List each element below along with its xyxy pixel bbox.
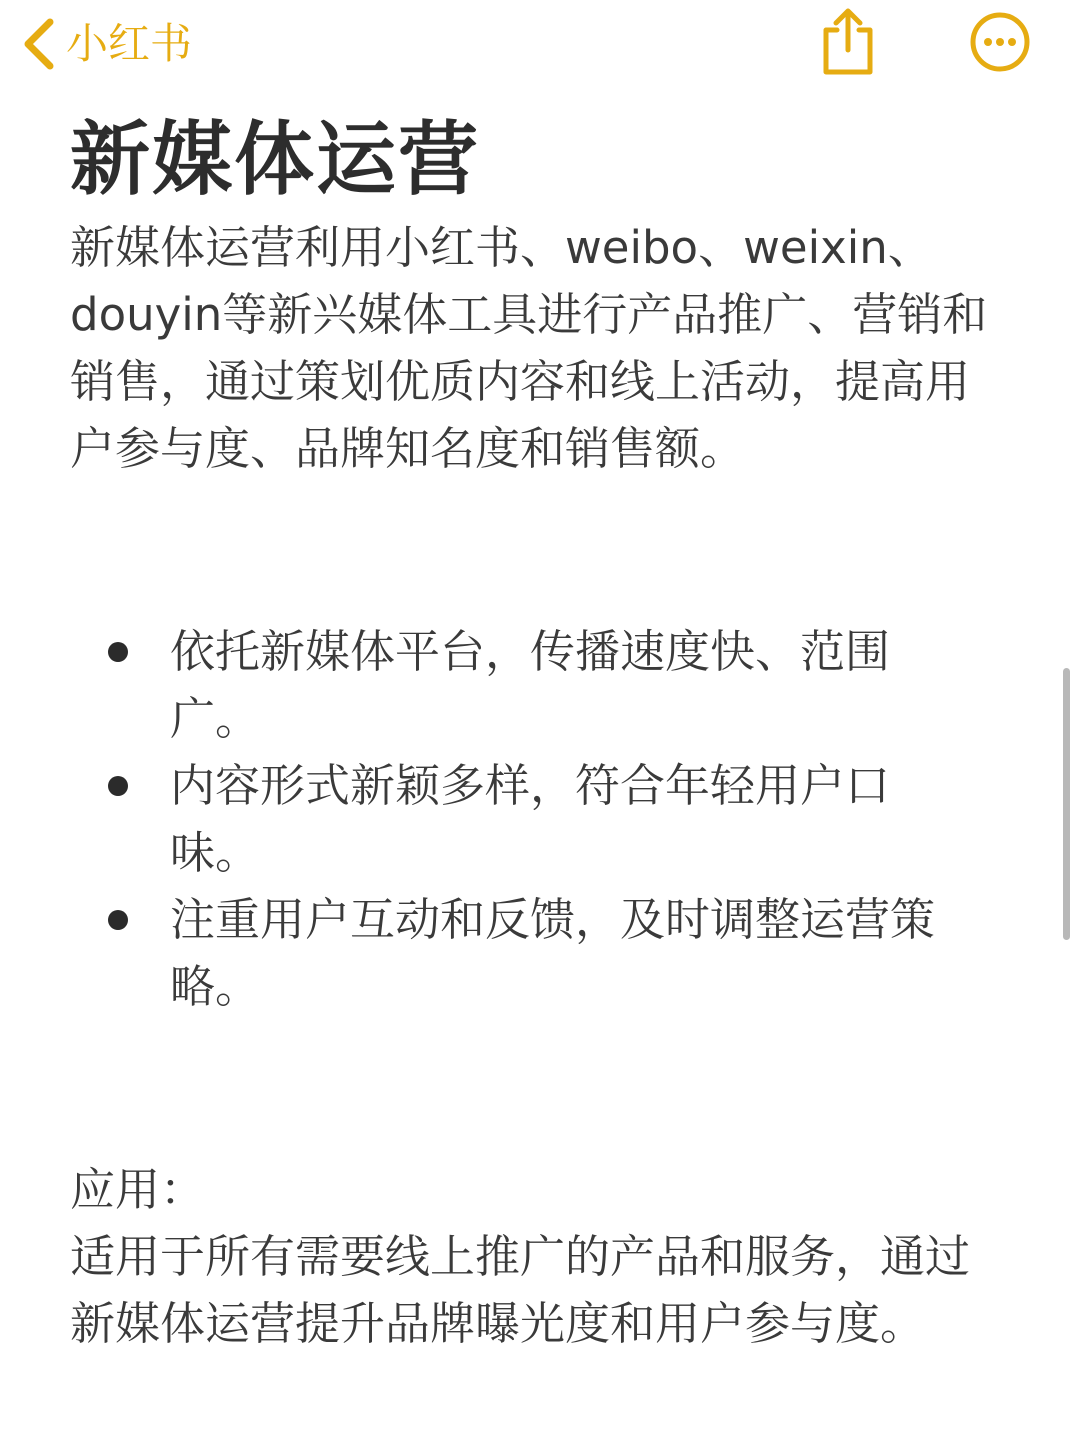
- back-button[interactable]: [20, 12, 192, 76]
- list-item-text: 内容形式新颖多样，符合年轻用户口味。: [170, 759, 891, 879]
- list-item: [70, 618, 1000, 752]
- more-options-button[interactable]: [962, 6, 1038, 82]
- bullet-icon: [108, 910, 128, 930]
- share-button[interactable]: [810, 6, 886, 82]
- bullet-icon: [108, 642, 128, 662]
- list-item-text: 注重用户互动和反馈，及时调整运营策略。: [170, 893, 936, 1013]
- bullet-list: [70, 618, 1000, 1020]
- application-body: 适用于所有需要线上推广的产品和服务，通过新媒体运营提升品牌曝光度和用户参与度。: [70, 1230, 971, 1350]
- list-item: [70, 886, 1000, 1020]
- navigation-bar: [0, 0, 1080, 96]
- back-button-label: 小红书: [66, 19, 193, 68]
- scrollbar[interactable]: [1063, 668, 1070, 940]
- list-item: [70, 752, 1000, 886]
- bullet-icon: [108, 776, 128, 796]
- note-title: 新媒体运营: [70, 113, 480, 206]
- list-item-text: 依托新媒体平台，传播速度快、范围广。: [170, 625, 891, 745]
- chevron-left-icon: [20, 16, 56, 72]
- more-icon: [968, 10, 1032, 78]
- share-icon: [818, 6, 878, 82]
- application-heading: 应用：: [70, 1163, 206, 1216]
- note-body[interactable]: [70, 110, 1000, 1357]
- note-intro: 新媒体运营利用小红书、weibo、weixin、douyin等新兴媒体工具进行产品推广、营销和销售，通过策划优质内容和线上活动，提高用户参与度、品牌知名度和销售额。: [70, 221, 988, 475]
